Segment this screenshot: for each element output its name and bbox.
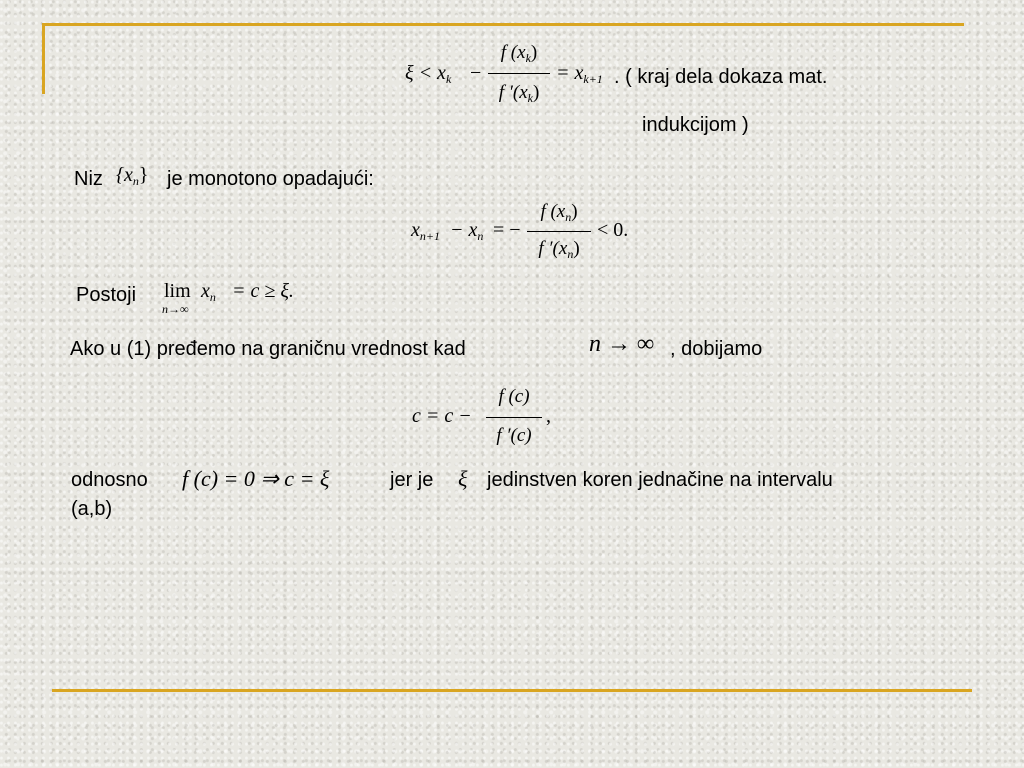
lim-subscript: n→∞ bbox=[162, 302, 189, 316]
equation-4: f (c) = 0 ⇒ c = ξ bbox=[182, 466, 330, 491]
bottom-rule bbox=[52, 689, 972, 692]
postoji-label: Postoji bbox=[76, 284, 137, 306]
lim-rhs: = c ≥ ξ. bbox=[232, 280, 294, 302]
eq1-rhs: = $x_{k+1}$ bbox=[556, 62, 603, 86]
proof-end-note-cont: indukcijom ) bbox=[642, 114, 749, 136]
eq1-numerator: f $(x_k)$ bbox=[500, 42, 538, 65]
eq2-equals: = − bbox=[493, 219, 521, 241]
eq3-lhs: c = c − bbox=[412, 405, 472, 427]
eq2-numerator: f $(x_n)$ bbox=[540, 201, 578, 224]
xi-symbol: ξ bbox=[458, 466, 468, 491]
unique-root-text: jedinstven koren jednačine na intervalu bbox=[487, 469, 833, 491]
jer-je-text: jer je bbox=[390, 469, 434, 491]
lim-word: lim bbox=[164, 280, 191, 302]
n-to-infinity: n → ∞ bbox=[589, 331, 655, 357]
eq1-lhs: ξ < x bbox=[405, 62, 446, 84]
eq3-fraction-bar bbox=[486, 417, 542, 418]
eq1-lhs-sub: k bbox=[445, 72, 452, 86]
eq1-fraction-bar bbox=[488, 73, 550, 74]
eq3-comma: , bbox=[546, 405, 551, 427]
eq1-denominator: f $'(x_k)$ bbox=[498, 82, 540, 105]
top-rule bbox=[42, 23, 964, 26]
eq2-denominator: f $'(x_n)$ bbox=[538, 238, 580, 261]
dobijamo-text: , dobijamo bbox=[670, 338, 763, 360]
limit-transition-text: Ako u (1) pređemo na graničnu vrednost kad bbox=[70, 338, 466, 360]
left-rule bbox=[42, 23, 45, 94]
eq2-fraction-bar bbox=[527, 231, 591, 232]
niz-description: je monotono opadajući: bbox=[167, 168, 374, 190]
odnosno-label: odnosno bbox=[71, 469, 148, 491]
eq1-minus: − bbox=[470, 62, 482, 84]
eq3-denominator: f ′(c) bbox=[496, 425, 532, 446]
interval-text: (a,b) bbox=[71, 498, 113, 520]
sequence-set: $\{x_n\}$ bbox=[116, 164, 149, 188]
eq3-numerator: f (c) bbox=[498, 386, 530, 407]
eq2-rhs: < 0. bbox=[597, 219, 629, 241]
niz-label: Niz bbox=[74, 168, 103, 190]
proof-end-note: . ( kraj dela dokaza mat. bbox=[614, 66, 828, 88]
